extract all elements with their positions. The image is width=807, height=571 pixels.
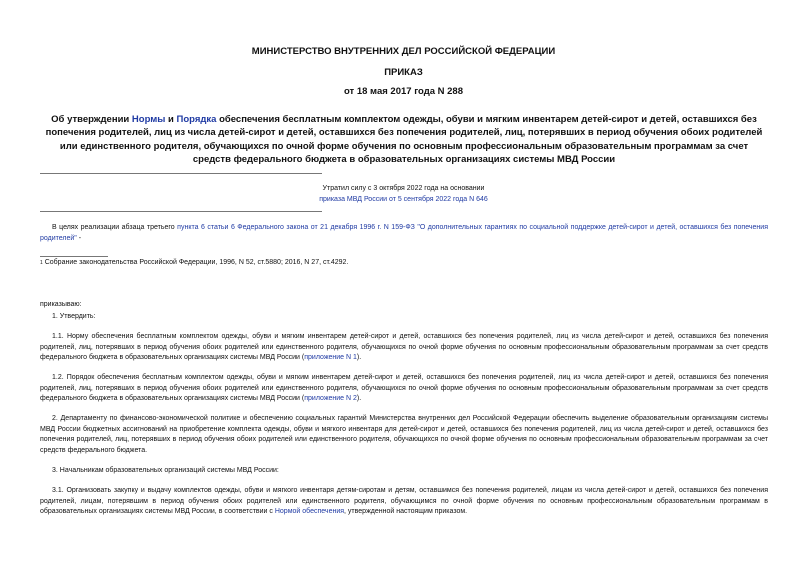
procedure-link[interactable]: Порядка <box>176 114 217 125</box>
divider-bottom <box>40 211 322 212</box>
divider-top <box>40 173 322 174</box>
ministry-heading: МИНИСТЕРСТВО ВНУТРЕННИХ ДЕЛ РОССИЙСКОЙ ФЕДЕРАЦИИ <box>251 46 556 57</box>
intro-paragraph <box>40 223 768 244</box>
norm-link[interactable]: Нормы <box>131 114 166 125</box>
item-1-2 <box>40 373 768 405</box>
status-line-1: Утратил силу с 3 октября 2022 года на основании <box>322 185 485 192</box>
item-3-1-text: 3.1. Организовать закупку и выдачу комплектов одежды, обуви и мягкого инвентаря детям-сиротам и детям, оставшимся без попечения родителей, лицам из числа детей-сирот и детей, оставшихся без попечения родителей, лицам, потерявшим в период обучения обоих родителей или единственного родителя, обучающимся по очной форме обучения по основным профессиональным образовательным программам в образовательных организациях системы МВД России, в соответствии с <box>40 487 768 515</box>
item-1: 1. Утвердить: <box>52 313 96 320</box>
doc-type-heading: ПРИКАЗ <box>384 67 423 78</box>
intro-prefix: В целях реализации абзаца третьего <box>52 224 178 231</box>
footnote-mark: 1 <box>40 260 43 266</box>
item-1-2-text: 1.2. Порядок обеспечения бесплатным комплектом одежды, обуви и мягким инвентарем детей-сирот и детей, оставшихся без попечения родителей, лиц из числа детей-сирот и детей, оставшихся без попечения родителей, лиц, потерявших в период обучения обоих родителей или единственного родителя, обучающихся по очной форме обучения по основным профессиональным образовательным программам за счет средств федерального бюджета в образовательных организациях системы МВД России ( <box>40 374 768 402</box>
item-1-2-end: ). <box>356 395 362 402</box>
footnote <box>40 258 348 268</box>
footnote-text: Собрание законодательства Российской Федерации, 1996, N 52, ст.5880; 2016, N 27, ст.4292. <box>42 259 349 266</box>
appendix-2-link[interactable]: приложение N 2 <box>304 395 357 402</box>
item-3-1 <box>40 486 768 518</box>
item-1-1 <box>40 332 768 364</box>
item-1-1-text: 1.1. Норму обеспечения бесплатным комплектом одежды, обуви и мягким инвентарем детей-сирот и детей, оставшихся без попечения родителей, лиц из числа детей-сирот и детей, оставшихся без попечения родителей, лиц, потерявших в период обучения обоих родителей или единственного родителя, обучающихся по очной форме обучения по основным профессиональным образовательным программам за счет средств федерального бюджета в образовательных организациях системы МВД России ( <box>40 333 768 361</box>
appendix-1-link[interactable]: приложение N 1 <box>304 354 357 361</box>
orders-line: приказываю: <box>40 301 82 308</box>
title-rest: обеспечения бесплатным комплектом одежды, обуви и мягким инвентарем детей-сирот и детей, оставшихся без попечения родителей, лиц из числа детей-сирот и детей, оставшихся без попечения родителей, лиц, потерявших в период обучения обоих родителей или единственного родителя, обучающихся по очной форме обучения по основным профессиональным образовательным программам за счет средств федерального бюджета в образовательных организациях системы МВД России <box>45 114 763 166</box>
item-2: 2. Департаменту по финансово-экономической политике и обеспечению социальных гарантий Министерства внутренних дел Российской Федерации обеспечить выделение образовательным организациям системы МВД России бюджетных ассигнований на приобретение комплекта одежды, обуви и мягкого инвентаря для детей-сирот и детей, оставшихся без попечения родителей, лиц из числа детей-сирот и детей, оставшихся без попечения родителей, лиц, потерявших в период обучения обоих родителей или единственного родителя, обучающихся по очной форме обучения по основным профессиональным образовательным программам за счет средств федерального бюджета. <box>40 415 768 454</box>
title-prefix: Об утверждении <box>51 114 132 125</box>
document-title <box>40 113 768 167</box>
footnote-divider <box>40 256 108 257</box>
title-mid: и <box>165 114 177 125</box>
intro-suffix: - <box>76 234 82 242</box>
date-number: от 18 мая 2017 года N 288 <box>343 86 464 97</box>
item-3: 3. Начальникам образовательных организаций системы МВД России: <box>52 467 279 474</box>
status-repeal-link[interactable]: приказа МВД России от 5 сентября 2022 года N 646 <box>319 196 488 203</box>
item-3-1-end: , утвержденной настоящим приказом. <box>344 508 468 515</box>
federal-law-link[interactable]: пункта 6 статьи 6 Федерального закона от 21 декабря 1996 г. N 159-ФЗ "О дополнительных гарантиях по социальной поддержке детей-сирот и детей, оставшихся без попечения родителей" <box>40 224 768 242</box>
item-1-1-end: ). <box>356 354 362 361</box>
norm-provision-link[interactable]: Нормой обеспечения <box>274 508 345 515</box>
